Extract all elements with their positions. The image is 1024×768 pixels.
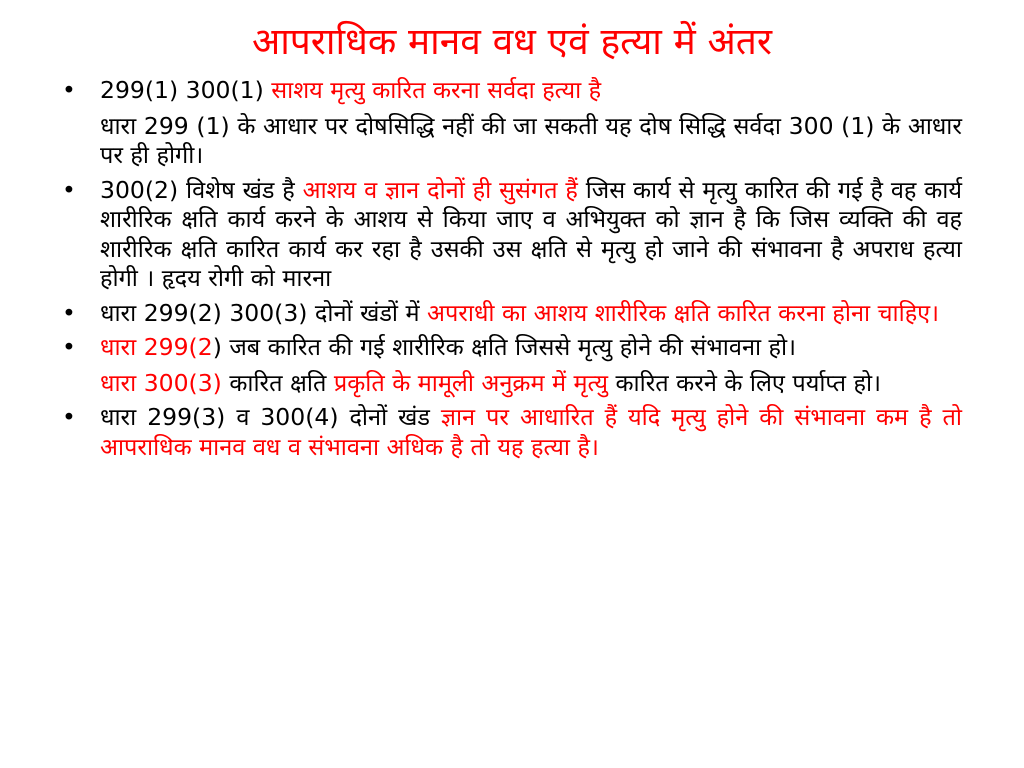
bullet-item <box>62 403 962 462</box>
bullet-item <box>62 176 962 294</box>
sub-paragraph <box>62 369 962 399</box>
bullet-marker: • <box>62 76 76 104</box>
bullet-marker: • <box>62 298 76 327</box>
bullet-marker: • <box>62 403 76 431</box>
highlighted-text: आशय व ज्ञान दोनों ही सुसंगत हैं <box>302 175 578 204</box>
bullet-marker: • <box>62 333 76 361</box>
body-text: ) जब कारित की गई शारीरिक क्षति जिससे मृत्यु होने की संभावना हो। <box>212 333 797 361</box>
body-text: कारित करने के लिए पर्याप्त हो। <box>608 368 881 397</box>
bullet-marker: • <box>62 175 76 204</box>
slide-title: आपराधिक मानव वध एवं हत्या में अंतर <box>251 20 773 63</box>
body-text: धारा 299 (1) के आधार पर दोषसिद्धि नहीं की जा सकती यह दोष सिद्धि सर्वदा 300 (1) के आधार पर ही होगी। <box>100 111 962 169</box>
body-text: 300(2) विशेष खंड है <box>100 175 303 204</box>
bullet-item <box>62 299 962 329</box>
highlighted-text: अपराधी का आशय शारीरिक क्षति कारित करना होना चाहिए। <box>426 298 940 327</box>
body-text: जिस कार्य से मृत्यु कारित की गई है वह कार्य शारीरिक क्षति कार्य करने के आशय से किया जाए व अभियुक्त को ज्ञान है कि जिस व्यक्ति की वह शारीरिक क्षति कारित कार्य कर रहा है उसकी उस क्षति से मृत्यु हो जाने की संभावना है अपराध हत्या होगी । हृदय रोगी को मारना <box>100 175 962 292</box>
highlighted-text: प्रकृति के मामूली अनुक्रम में मृत्यु <box>333 368 608 397</box>
bullet-item <box>62 76 962 106</box>
bullet-item <box>62 333 962 363</box>
body-text: धारा 299(2) 300(3) दोनों खंडों में <box>100 298 427 327</box>
sub-paragraph <box>62 112 962 171</box>
highlighted-text: ज्ञान पर आधारित हैं यदि मृत्यु होने की संभावना कम है तो आपराधिक मानव वध व संभावना अधिक है तो यह हत्या है। <box>100 403 962 461</box>
highlighted-text: धारा 299(2 <box>100 333 213 361</box>
slide-content <box>62 76 962 462</box>
body-text: धारा 299(3) व 300(4) दोनों खंड <box>100 403 441 431</box>
body-text: कारित क्षति <box>221 368 334 397</box>
body-text: 299(1) 300(1) <box>100 76 272 104</box>
highlighted-text: साशय मृत्यु कारित करना सर्वदा हत्या है <box>271 76 602 104</box>
highlighted-text: धारा 300(3) <box>100 368 222 397</box>
